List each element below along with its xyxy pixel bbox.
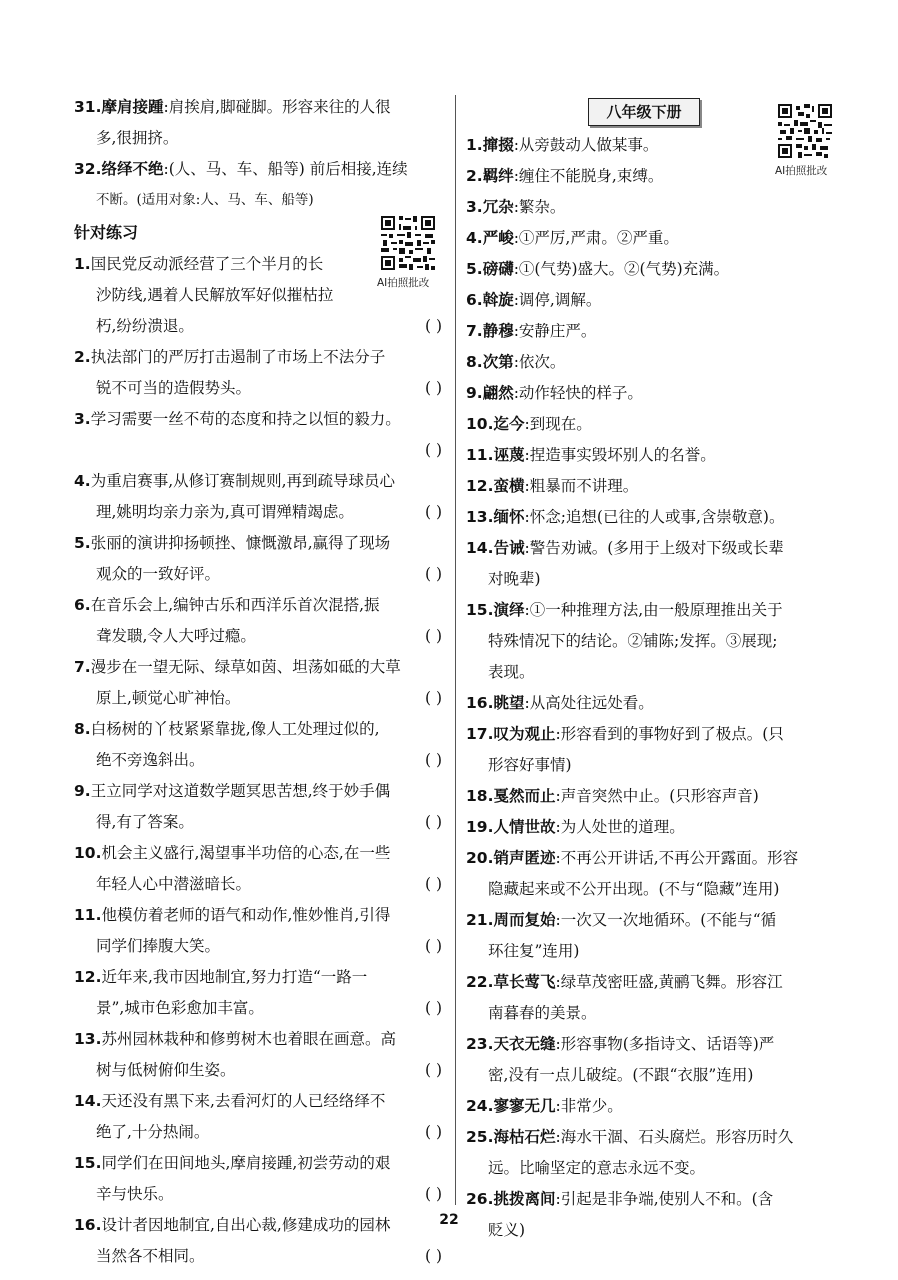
vocab-number: 7. <box>466 322 483 340</box>
vocab-number: 18. <box>466 787 494 805</box>
vocab-definition: 远。比喻坚定的意志永远不变。 <box>488 1159 706 1177</box>
vocab-term: 诬蔑 <box>493 446 525 464</box>
vocab-entry <box>466 1091 840 1122</box>
vocab-number: 17. <box>466 725 494 743</box>
right-column <box>466 130 840 1246</box>
practice-item-text: 锐不可当的造假势头。 <box>96 379 252 397</box>
vocab-term: 磅礴 <box>482 260 514 278</box>
answer-blank[interactable]: ( ) <box>424 751 442 769</box>
practice-item-number: 8. <box>74 720 91 738</box>
practice-item-text: 得,有了答案。 <box>96 813 194 831</box>
practice-item-text: 漫步在一望无际、绿草如茵、坦荡如砥的大草 <box>90 658 401 676</box>
practice-item-text: 辛与快乐。 <box>96 1185 174 1203</box>
vocab-entry <box>466 967 840 998</box>
practice-item-text: 苏州园林栽种和修剪树木也着眼在画意。高 <box>101 1030 396 1048</box>
vocab-term: 戛然而止 <box>493 787 556 805</box>
vocab-term: 销声匿迹 <box>493 849 556 867</box>
answer-blank[interactable]: ( ) <box>424 1247 442 1265</box>
vocab-number: 3. <box>466 198 483 216</box>
entry-term: 摩肩接踵 <box>101 98 164 116</box>
practice-item-number: 9. <box>74 782 91 800</box>
practice-item-text: 白杨树的丫枝紧紧靠拢,像人工处理过似的, <box>90 720 380 738</box>
vocab-entry <box>466 471 840 502</box>
practice-item-line <box>74 1086 446 1117</box>
practice-item-text: 王立同学对这道数学题冥思苦想,终于妙手偶 <box>90 782 391 800</box>
practice-item <box>74 590 446 652</box>
vocab-term: 羁绊 <box>482 167 514 185</box>
practice-item-text: 他模仿着老师的语气和动作,惟妙惟肖,引得 <box>101 906 391 924</box>
vocab-definition: 隐藏起来或不公开出现。(不与“隐藏”连用) <box>488 880 780 898</box>
vocab-definition: 贬义) <box>488 1221 526 1239</box>
vocab-entry <box>466 595 840 626</box>
vocab-term: 蛮横 <box>493 477 525 495</box>
practice-item-line <box>74 714 446 745</box>
practice-item-line <box>74 1179 446 1210</box>
vocab-term: 冗杂 <box>482 198 514 216</box>
practice-item-text: 在音乐会上,编钟古乐和西洋乐首次混搭,振 <box>90 596 380 614</box>
vocab-entry <box>466 502 840 533</box>
vocab-entry <box>466 843 840 874</box>
vocab-term: 草长莺飞 <box>493 973 556 991</box>
vocab-entry-continued <box>466 750 840 781</box>
vocab-entry <box>466 533 840 564</box>
vocab-entry <box>466 1029 840 1060</box>
vocab-definition: :为人处世的道理。 <box>555 818 685 836</box>
vocab-number: 23. <box>466 1035 494 1053</box>
vocab-entry-continued <box>466 1060 840 1091</box>
practice-item <box>74 900 446 962</box>
practice-item-text: 观众的一致好评。 <box>96 565 221 583</box>
answer-blank[interactable]: ( ) <box>424 1123 442 1141</box>
practice-item-text: 执法部门的严厉打击遏制了市场上不法分子 <box>90 348 386 366</box>
vocab-number: 20. <box>466 849 494 867</box>
practice-item <box>74 1148 446 1210</box>
vocab-number: 15. <box>466 601 494 619</box>
vocab-number: 11. <box>466 446 494 464</box>
practice-item-text: 国民党反动派经营了三个半月的长 <box>90 255 324 273</box>
practice-item-number: 4. <box>74 472 91 490</box>
practice-item <box>74 1086 446 1148</box>
practice-item-number: 3. <box>74 410 91 428</box>
vocab-number: 24. <box>466 1097 494 1115</box>
answer-blank[interactable]: ( ) <box>424 1061 442 1079</box>
vocab-term: 严峻 <box>482 229 514 247</box>
practice-item-line <box>74 776 446 807</box>
practice-item-line <box>74 993 446 1024</box>
qr-code-graphic <box>379 214 437 272</box>
practice-item-line <box>74 1055 446 1086</box>
vocab-term: 翩然 <box>482 384 514 402</box>
vocab-term: 人情世故 <box>493 818 556 836</box>
answer-blank[interactable]: ( ) <box>424 317 442 335</box>
practice-item-line <box>74 1241 446 1272</box>
practice-item-number: 13. <box>74 1030 102 1048</box>
practice-item-text: 理,姚明均亲力亲为,真可谓殚精竭虑。 <box>96 503 354 521</box>
vocab-number: 16. <box>466 694 494 712</box>
qr-code-icon[interactable] <box>379 214 437 272</box>
practice-item-text: 当然各不相同。 <box>96 1247 205 1265</box>
vocab-term: 演绎 <box>493 601 525 619</box>
vocab-entry-continued <box>466 998 840 1029</box>
practice-item-number: 12. <box>74 968 102 986</box>
practice-item-line <box>74 1024 446 1055</box>
vocab-definition: :声音突然中止。(只形容声音) <box>555 787 759 805</box>
vocab-term: 眺望 <box>493 694 525 712</box>
vocab-term: 周而复始 <box>493 911 556 929</box>
vocab-entry-continued <box>466 564 840 595</box>
vocab-definition: :①(气势)盛大。②(气势)充满。 <box>513 260 730 278</box>
answer-blank[interactable]: ( ) <box>424 1185 442 1203</box>
vocab-entry <box>466 378 840 409</box>
answer-blank[interactable]: ( ) <box>424 937 442 955</box>
practice-item-text: 原上,顿觉心旷神怡。 <box>96 689 241 707</box>
practice-item-line <box>74 807 446 838</box>
vocab-number: 6. <box>466 291 483 309</box>
practice-item-line <box>74 466 446 497</box>
practice-item <box>74 404 446 466</box>
practice-item-line <box>74 559 446 590</box>
practice-item <box>74 1024 446 1086</box>
vocab-number: 8. <box>466 353 483 371</box>
vocab-definition: :缠住不能脱身,束缚。 <box>513 167 664 185</box>
vocab-entry <box>466 409 840 440</box>
answer-blank[interactable]: ( ) <box>424 627 442 645</box>
practice-item-text: 沙防线,遇着人民解放军好似摧枯拉 <box>96 286 334 304</box>
practice-item-number: 14. <box>74 1092 102 1110</box>
vocab-term: 缅怀 <box>493 508 525 526</box>
practice-item-number: 10. <box>74 844 102 862</box>
vocab-term: 静穆 <box>482 322 514 340</box>
practice-item-text: 聋发聩,令人大呼过瘾。 <box>96 627 256 645</box>
vocab-number: 13. <box>466 508 494 526</box>
practice-list <box>74 249 446 1272</box>
vocab-entry-continued <box>466 874 840 905</box>
practice-item-text: 树与低树俯仰生姿。 <box>96 1061 236 1079</box>
vocab-definition: :绿草茂密旺盛,黄鹂飞舞。形容江 <box>555 973 783 991</box>
vocab-definition: :形容事物(多指诗文、话语等)严 <box>555 1035 775 1053</box>
practice-item-line <box>74 590 446 621</box>
page-number: 22 <box>439 1212 459 1228</box>
practice-item <box>74 962 446 1024</box>
vocab-entry <box>466 440 840 471</box>
practice-item-text: 朽,纷纷溃退。 <box>96 317 194 335</box>
practice-item-number: 5. <box>74 534 91 552</box>
practice-item <box>74 838 446 900</box>
answer-blank[interactable]: ( ) <box>424 441 442 459</box>
practice-item-number: 7. <box>74 658 91 676</box>
practice-item <box>74 652 446 714</box>
practice-item-line <box>74 1117 446 1148</box>
vocab-definition: :怀念;追想(已往的人或事,含崇敬意)。 <box>524 508 785 526</box>
vocab-number: 21. <box>466 911 494 929</box>
vocab-definition: :形容看到的事物好到了极点。(只 <box>555 725 784 743</box>
vocab-entry-continued <box>466 626 840 657</box>
vocab-entry <box>466 316 840 347</box>
vocab-definition: :海水干涸、石头腐烂。形容历时久 <box>555 1128 794 1146</box>
vocab-entry <box>466 812 840 843</box>
answer-blank[interactable]: ( ) <box>424 379 442 397</box>
vocab-entry <box>466 1184 840 1215</box>
vocab-entry <box>466 347 840 378</box>
vocab-definition: :①严厉,严肃。②严重。 <box>513 229 679 247</box>
entry-32: 32.络绎不绝:(人、马、车、船等) 前后相接,连续 <box>74 160 408 178</box>
answer-blank[interactable]: ( ) <box>424 999 442 1017</box>
vocab-number: 10. <box>466 415 494 433</box>
vocab-term: 挑拨离间 <box>493 1190 556 1208</box>
practice-item-text: 绝了,十分热闹。 <box>96 1123 210 1141</box>
vocab-definition: :①一种推理方法,由一般原理推出关于 <box>524 601 783 619</box>
vocab-definition: :捏造事实毁坏别人的名誉。 <box>524 446 716 464</box>
vocab-entry-continued <box>466 657 840 688</box>
vocab-definition: :从旁鼓动人做某事。 <box>513 136 659 154</box>
vocab-number: 2. <box>466 167 483 185</box>
vocab-definition: 特殊情况下的结论。②铺陈;发挥。③展现; <box>488 632 778 650</box>
practice-item-text: 张丽的演讲抑扬顿挫、慷慨激昂,赢得了现场 <box>90 534 391 552</box>
practice-item-line <box>74 683 446 714</box>
practice-item-line <box>74 404 446 435</box>
vocab-number: 19. <box>466 818 494 836</box>
entry-term: 络绎不绝 <box>101 160 164 178</box>
practice-item-line <box>74 1148 446 1179</box>
vocab-definition: 南暮春的美景。 <box>488 1004 597 1022</box>
practice-item-line <box>74 435 446 466</box>
practice-item <box>74 776 446 838</box>
vocab-entry <box>466 192 840 223</box>
entry-31-continued: 多,很拥挤。 <box>96 129 179 147</box>
vocab-definition: :非常少。 <box>555 1097 623 1115</box>
vocab-term: 叹为观止 <box>493 725 556 743</box>
practice-item-number: 6. <box>74 596 91 614</box>
vocab-entry <box>466 905 840 936</box>
vocab-entry <box>466 161 840 192</box>
practice-item-line <box>74 838 446 869</box>
entry-definition: :(人、马、车、船等) 前后相接,连续 <box>163 160 408 178</box>
practice-item-text: 同学们捧腹大笑。 <box>96 937 221 955</box>
practice-item-line <box>74 745 446 776</box>
vocab-term: 次第 <box>482 353 514 371</box>
vocab-number: 9. <box>466 384 483 402</box>
vocab-term: 告诫 <box>493 539 525 557</box>
vocab-number: 22. <box>466 973 494 991</box>
vocab-definition: 密,没有一点儿破绽。(不跟“衣服”连用) <box>488 1066 754 1084</box>
entry-definition: :肩挨肩,脚碰脚。形容来往的人很 <box>163 98 391 116</box>
practice-item-text: 景”,城市色彩愈加丰富。 <box>96 999 264 1017</box>
entry-31: 31.摩肩接踵:肩挨肩,脚碰脚。形容来往的人很 <box>74 98 391 116</box>
answer-blank[interactable]: ( ) <box>424 565 442 583</box>
vocab-number: 14. <box>466 539 494 557</box>
answer-blank[interactable]: ( ) <box>424 875 442 893</box>
vocab-entry-continued <box>466 936 840 967</box>
qr-code-label: AI拍照批改 <box>377 277 430 289</box>
practice-item-text: 同学们在田间地头,摩肩接踵,初尝劳动的艰 <box>101 1154 391 1172</box>
practice-item-text: 设计者因地制宜,自出心裁,修建成功的园林 <box>101 1216 391 1234</box>
practice-item-line <box>74 311 446 342</box>
vocab-number: 5. <box>466 260 483 278</box>
practice-item-number: 15. <box>74 1154 102 1172</box>
practice-item-line <box>74 621 446 652</box>
vocab-term: 撺掇 <box>482 136 514 154</box>
practice-item-text: 年轻人心中潜滋暗长。 <box>96 875 252 893</box>
practice-item-line <box>74 900 446 931</box>
vocab-definition: :依次。 <box>513 353 566 371</box>
practice-item-line <box>74 962 446 993</box>
vocab-number: 1. <box>466 136 483 154</box>
practice-item-line <box>74 869 446 900</box>
vocab-term: 寥寥无几 <box>493 1097 556 1115</box>
vocab-definition: :动作轻快的样子。 <box>513 384 643 402</box>
vocab-number: 26. <box>466 1190 494 1208</box>
answer-blank[interactable]: ( ) <box>424 689 442 707</box>
practice-title: 针对练习 <box>74 223 139 242</box>
vocab-definition: :安静庄严。 <box>513 322 597 340</box>
vocab-entry <box>466 688 840 719</box>
vocab-entry-continued <box>466 1153 840 1184</box>
vocab-entry <box>466 254 840 285</box>
practice-item-number: 11. <box>74 906 102 924</box>
vocab-definition: 表现。 <box>488 663 535 681</box>
grade-header: 八年级下册 <box>588 98 700 126</box>
vocab-definition: 环往复”连用) <box>488 942 580 960</box>
vocab-definition: :引起是非争端,使别人不和。(含 <box>555 1190 774 1208</box>
practice-item-text: 为重启赛事,从修订赛制规则,再到疏导球员心 <box>90 472 396 490</box>
practice-item-number: 16. <box>74 1216 102 1234</box>
vocab-entry <box>466 781 840 812</box>
vocab-definition: :到现在。 <box>524 415 592 433</box>
vocab-term: 斡旋 <box>482 291 514 309</box>
vocab-number: 4. <box>466 229 483 247</box>
column-divider <box>455 95 456 1205</box>
practice-item-line <box>74 373 446 404</box>
practice-item <box>74 342 446 404</box>
practice-item-text: 近年来,我市因地制宜,努力打造“一路一 <box>101 968 368 986</box>
vocab-number: 12. <box>466 477 494 495</box>
entry-32-continued: 不断。(适用对象:人、马、车、船等) <box>96 192 314 208</box>
practice-item-number: 2. <box>74 348 91 366</box>
vocab-definition: :繁杂。 <box>513 198 566 216</box>
vocab-definition: 对晚辈) <box>488 570 541 588</box>
practice-item-line <box>74 342 446 373</box>
answer-blank[interactable]: ( ) <box>424 503 442 521</box>
practice-item <box>74 714 446 776</box>
vocab-term: 海枯石烂 <box>493 1128 556 1146</box>
practice-item-line <box>74 931 446 962</box>
practice-item-text: 绝不旁逸斜出。 <box>96 751 205 769</box>
vocab-entry <box>466 223 840 254</box>
vocab-entry <box>466 130 840 161</box>
vocab-entry <box>466 285 840 316</box>
vocab-definition: :一次又一次地循环。(不能与“循 <box>555 911 777 929</box>
vocab-entry <box>466 1122 840 1153</box>
answer-blank[interactable]: ( ) <box>424 813 442 831</box>
practice-item-text: 天还没有黑下来,去看河灯的人已经络绎不 <box>101 1092 386 1110</box>
qr-code-label: AI拍照批改 <box>775 165 828 177</box>
practice-item <box>74 466 446 528</box>
practice-item-line <box>74 652 446 683</box>
vocab-definition: :从高处往远处看。 <box>524 694 654 712</box>
vocab-definition: :调停,调解。 <box>513 291 602 309</box>
vocab-term: 迄今 <box>493 415 525 433</box>
vocab-definition: :警告劝诫。(多用于上级对下级或长辈 <box>524 539 784 557</box>
vocab-number: 25. <box>466 1128 494 1146</box>
practice-item-line <box>74 528 446 559</box>
vocab-entry <box>466 719 840 750</box>
practice-item-number: 1. <box>74 255 91 273</box>
vocab-definition: :不再公开讲话,不再公开露面。形容 <box>555 849 799 867</box>
practice-item-text: 学习需要一丝不苟的态度和持之以恒的毅力。 <box>90 410 401 428</box>
practice-item-text: 机会主义盛行,渴望事半功倍的心态,在一些 <box>101 844 391 862</box>
vocab-definition: :粗暴而不讲理。 <box>524 477 639 495</box>
practice-item-line <box>74 497 446 528</box>
practice-item <box>74 528 446 590</box>
vocab-term: 天衣无缝 <box>493 1035 556 1053</box>
vocab-definition: 形容好事情) <box>488 756 572 774</box>
